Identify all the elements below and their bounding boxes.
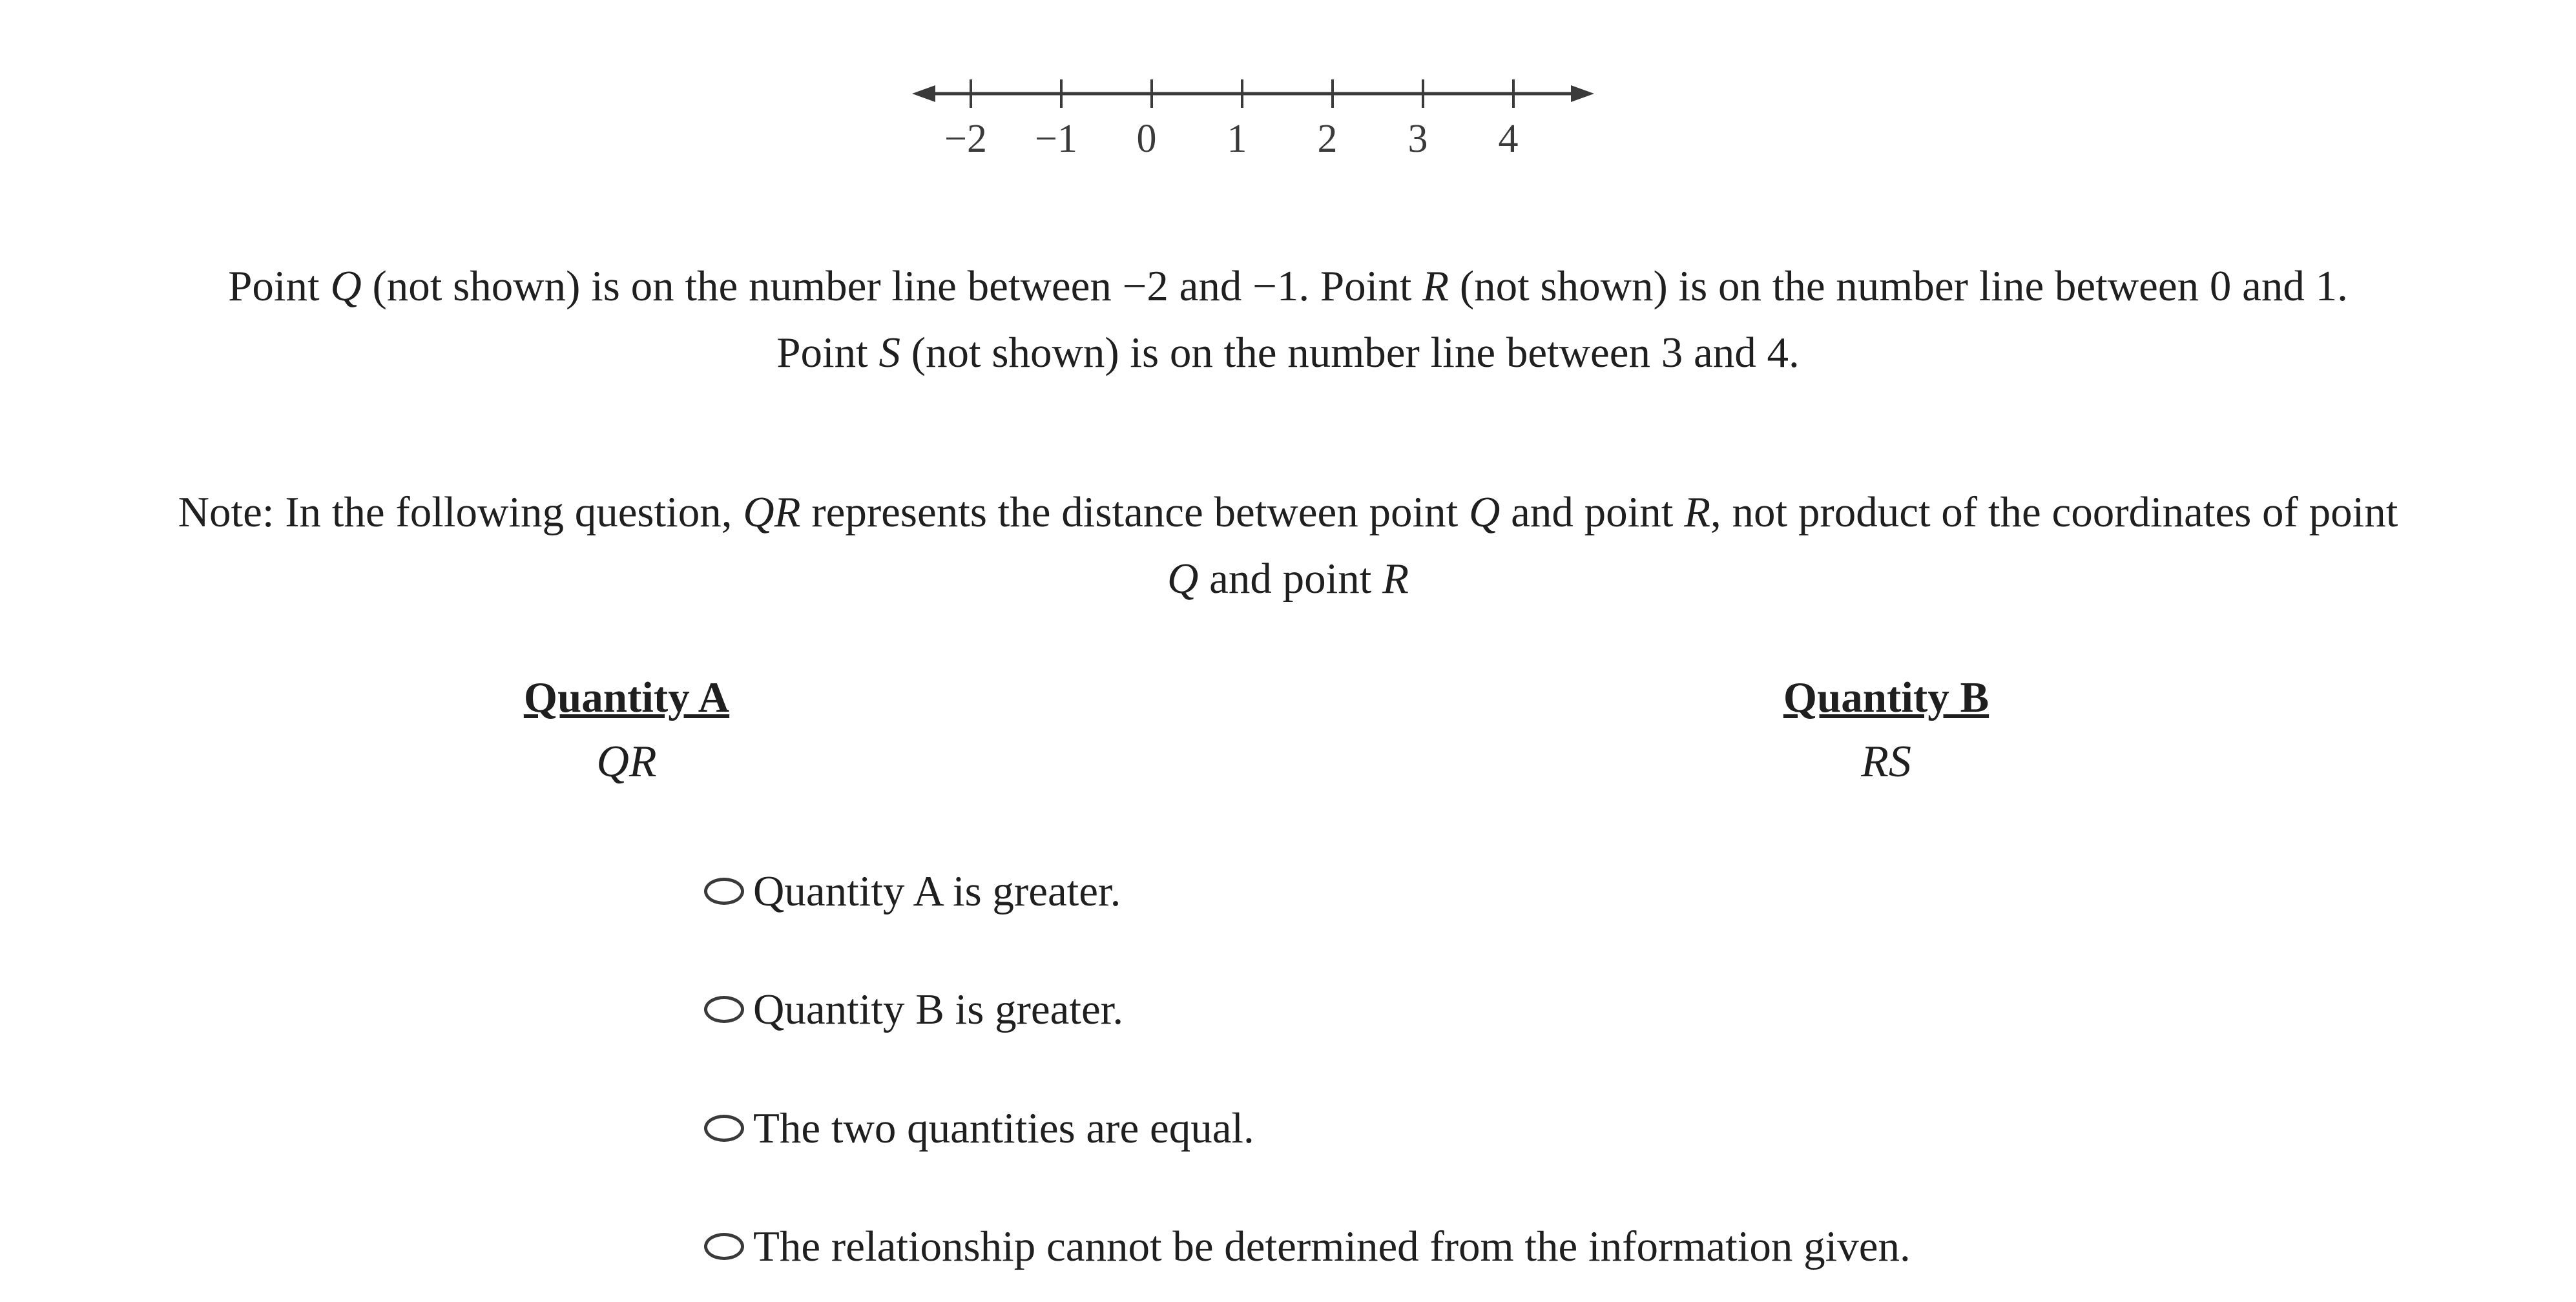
number-line-tick-label: 0 <box>1136 117 1157 161</box>
radio-button[interactable] <box>704 996 744 1023</box>
quantity-a-heading: Quantity A <box>523 674 730 721</box>
answer-choice-equal[interactable] <box>704 1096 1254 1161</box>
point-s-label: S <box>878 329 900 377</box>
answer-choice-a-greater[interactable] <box>704 859 1121 924</box>
radio-button[interactable] <box>704 1115 744 1142</box>
point-q-label: Q <box>330 262 362 310</box>
number-line-tick-label: 3 <box>1407 117 1428 161</box>
quantity-b-value: RS <box>1861 737 1911 787</box>
quantity-a-value: QR <box>596 737 657 787</box>
quantity-a <box>400 665 853 794</box>
answer-choice-b-greater[interactable] <box>704 977 1123 1042</box>
answer-choice-label: The relationship cannot be determined from the information given. <box>753 1223 1911 1270</box>
number-line-tick-label: 2 <box>1317 117 1338 161</box>
number-line <box>904 65 1602 174</box>
answer-choice-label: Quantity A is greater. <box>753 867 1121 915</box>
problem-statement-line-2: Point S (not shown) is on the number line between 3 and 4. <box>776 329 1800 377</box>
quantity-b <box>1660 665 2112 794</box>
answer-choice-cannot-determine[interactable] <box>704 1214 1911 1279</box>
number-line-tick-label: −1 <box>1035 117 1077 161</box>
point-r-label: R <box>1422 262 1449 310</box>
answer-choice-label: Quantity B is greater. <box>753 986 1124 1033</box>
number-line-left-arrow <box>912 85 935 102</box>
question-note <box>0 479 2576 612</box>
problem-statement-line-1: Point Q (not shown) is on the number line between −2 and −1. Point R (not shown) is on the number line between 0 and 1. <box>228 262 2348 310</box>
number-line-right-arrow <box>1571 85 1594 102</box>
problem-statement <box>0 253 2576 386</box>
answer-choice-label: The two quantities are equal. <box>753 1104 1254 1152</box>
question-note-line-1: Note: In the following question, QR represents the distance between point Q and point R, not product of the coordinates of point <box>178 488 2398 536</box>
quantity-b-heading: Quantity B <box>1783 674 1989 721</box>
number-line-tick-label: 4 <box>1498 117 1519 161</box>
radio-button[interactable] <box>704 1233 744 1260</box>
number-line-tick-label: 1 <box>1227 117 1247 161</box>
question-note-line-2: Q and point R <box>1167 555 1409 603</box>
number-line-tick-label: −2 <box>944 117 987 161</box>
radio-button[interactable] <box>704 878 744 905</box>
